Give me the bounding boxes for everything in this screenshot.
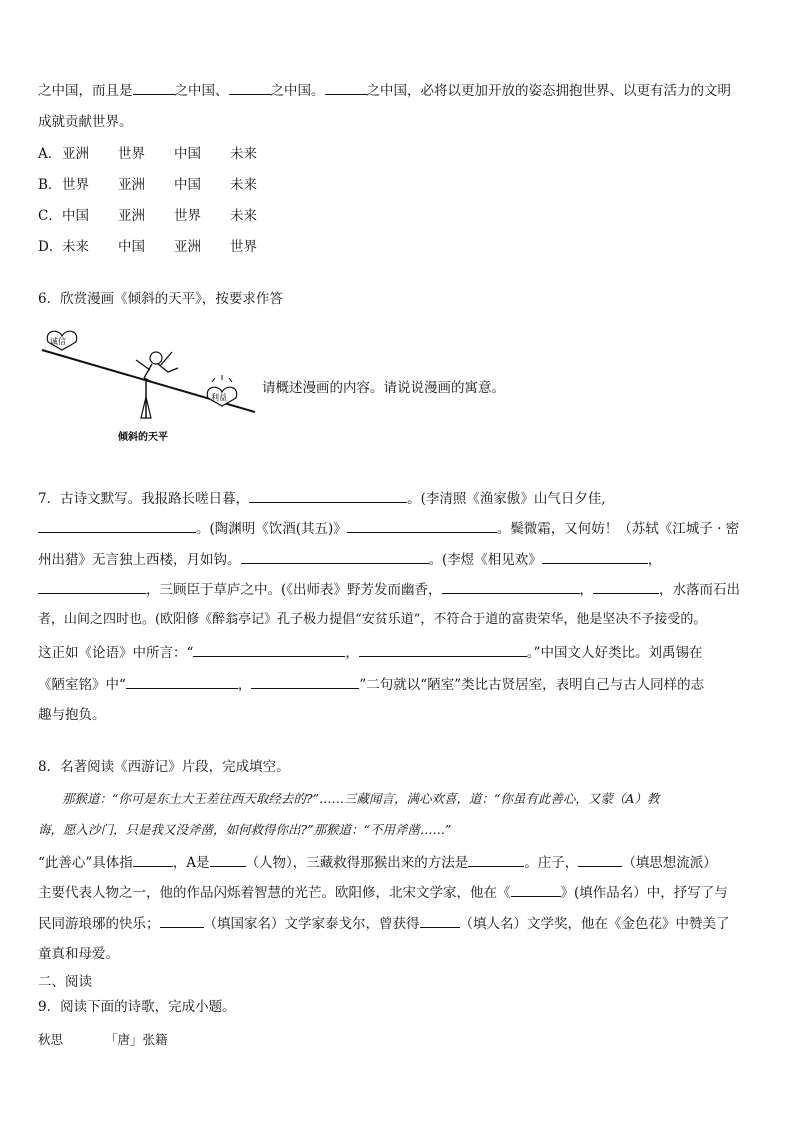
text: 民同游琅琊的快乐；: [38, 916, 160, 932]
option-b[interactable]: [38, 175, 286, 195]
blank[interactable]: [325, 80, 367, 95]
blank[interactable]: [511, 882, 561, 897]
text: 。”中国文人好类比。刘禹锡在: [526, 645, 703, 661]
option-item: 中国: [174, 146, 201, 162]
blank[interactable]: [578, 852, 622, 867]
text: 。庄子，: [524, 855, 579, 871]
option-letter: B．: [38, 177, 62, 193]
option-letter: D．: [38, 239, 63, 255]
figure-head: [150, 352, 162, 364]
option-c[interactable]: [38, 206, 286, 226]
blank[interactable]: [542, 549, 648, 564]
blank[interactable]: [160, 913, 204, 928]
blank[interactable]: [241, 549, 429, 564]
blank[interactable]: [210, 852, 246, 867]
q7-line-5: 者，山间之四时也。(欧阳修《醉翁亭记》孔子极力提倡“安贫乐道”，不符合于道的富贵荣华，他是坚决不予接受的。: [38, 612, 707, 627]
option-item: 未来: [62, 239, 89, 255]
text: “此善心”具体指: [38, 855, 133, 871]
text: （人物），三藏救得那猴出来的方法是: [245, 855, 469, 871]
comic-caption: 倾斜的天平: [118, 432, 168, 443]
blank[interactable]: [38, 518, 196, 533]
text: ，: [345, 645, 359, 661]
option-item: 世界: [62, 177, 89, 193]
option-item: 未来: [230, 208, 257, 224]
text: 州出猎》无言独上西楼，月如钩。: [38, 552, 241, 568]
blank[interactable]: [126, 674, 238, 689]
text: 之中国，而且是: [38, 83, 133, 99]
text: 。(李清照《渔家傲》山气日夕佳,: [407, 491, 606, 507]
text: （填国家名）文学家泰戈尔，曾获得: [203, 916, 420, 932]
blank[interactable]: [593, 579, 659, 594]
q7-line-4: [38, 579, 758, 600]
q5-line-2: 成就贡献世界。: [38, 114, 133, 130]
q7-line-6: [38, 642, 758, 663]
text: ，: [647, 552, 662, 568]
option-item: 未来: [230, 177, 257, 193]
blank[interactable]: [251, 674, 359, 689]
sign-right-label: 利益: [211, 393, 227, 402]
q7-line-1: [38, 488, 758, 509]
blank[interactable]: [347, 518, 497, 533]
q9-title: 9．阅读下面的诗歌，完成小题。: [38, 999, 236, 1015]
option-item: 亚洲: [118, 177, 145, 193]
sign-left-label: 诚信: [50, 337, 66, 346]
text: 之中国，必将以更加开放的姿态拥抱世界、以更有活力的文明: [366, 83, 731, 99]
q8-line-4: 童真和母爱。: [38, 946, 119, 962]
option-item: 世界: [174, 208, 201, 224]
blank[interactable]: [359, 642, 527, 657]
q8-excerpt-2: 诲，愿入沙门，只是我又没斧凿，如何救得你出?”那猴道：“不用斧凿……”: [38, 822, 452, 837]
blank[interactable]: [249, 488, 407, 503]
q7-line-8: 趣与抱负。: [38, 707, 106, 723]
text: ，: [237, 677, 252, 693]
option-item: 未来: [230, 146, 257, 162]
text: 。鬓微霜，又何妨！（苏轼《江城子 · 密: [496, 521, 740, 537]
q7-line-3: [38, 549, 758, 570]
text: 这正如《论语》中所言：“: [38, 645, 194, 661]
poem-title: 秋思: [38, 1032, 64, 1047]
q8-title: 8．名著阅读《西游记》片段，完成填空。: [38, 759, 290, 775]
blank[interactable]: [420, 913, 460, 928]
option-item: 中国: [62, 208, 89, 224]
q7-line-2: [38, 518, 758, 539]
blank[interactable]: [38, 579, 146, 594]
shine-marks: [212, 375, 232, 382]
option-item: 亚洲: [62, 146, 89, 162]
option-letter: A．: [38, 146, 62, 162]
option-item: 世界: [230, 239, 257, 255]
q8-excerpt-1: 那猴道：“你可是东土大王差往西天取经去的?”……三藏闻言，满心欢喜，道：“你虽有此善心，又蒙（A）教: [62, 791, 660, 806]
poem-author: 「唐」张籍: [104, 1032, 168, 1047]
blank[interactable]: [133, 80, 175, 95]
option-item: 中国: [174, 177, 201, 193]
text: 。(陶渊明《饮酒(其五)》: [196, 521, 347, 537]
q6-prompt: 请概述漫画的内容。请说说漫画的寓意。: [262, 380, 505, 396]
blank[interactable]: [229, 80, 271, 95]
q6-title: 6．欣赏漫画《倾斜的天平》，按要求作答: [38, 291, 283, 307]
blank[interactable]: [133, 852, 173, 867]
blank[interactable]: [193, 642, 345, 657]
section-heading: 二、阅读: [38, 974, 92, 990]
option-letter: C．: [38, 208, 62, 224]
option-item: 中国: [118, 239, 145, 255]
text: 7．古诗文默写。我报路长嗟日暮，: [38, 491, 250, 507]
option-a[interactable]: [38, 144, 286, 164]
text: 之中国、: [174, 83, 229, 99]
option-d[interactable]: [38, 237, 286, 257]
text: 。(李煜《相见欢》: [428, 552, 542, 568]
q5-line-1: [38, 80, 758, 101]
text: 之中国。: [270, 83, 325, 99]
q8-line-3: [38, 913, 758, 934]
text: 《陋室铭》中“: [38, 677, 126, 693]
option-item: 亚洲: [118, 208, 145, 224]
text: （填思想流派）: [622, 855, 717, 871]
text: ”二句就以“陋室”类比古贤居室，表明自己与古人同样的志: [359, 677, 705, 693]
q7-line-7: [38, 674, 758, 695]
q8-line-1: [38, 852, 758, 873]
blank[interactable]: [468, 852, 524, 867]
text: （填人名）文学奖，他在《金色花》中赞美了: [459, 916, 730, 932]
text: 》(填作品名）中，抒写了与: [560, 885, 728, 901]
text: ，A是: [172, 855, 210, 871]
poem-heading: [38, 1030, 168, 1048]
option-item: 世界: [118, 146, 145, 162]
text: ，三顾臣于草庐之中。(《出师表》野芳发而幽香，: [146, 582, 442, 598]
q8-line-2: [38, 882, 758, 903]
text: 主要代表人物之一，他的作品闪烁着智慧的光芒。欧阳修，北宋文学家，他在《: [38, 885, 511, 901]
option-item: 亚洲: [174, 239, 201, 255]
text: ，水落而石出: [659, 582, 741, 598]
tilted-scale-cartoon: [40, 322, 270, 447]
blank[interactable]: [442, 579, 580, 594]
text: ，: [579, 582, 594, 598]
